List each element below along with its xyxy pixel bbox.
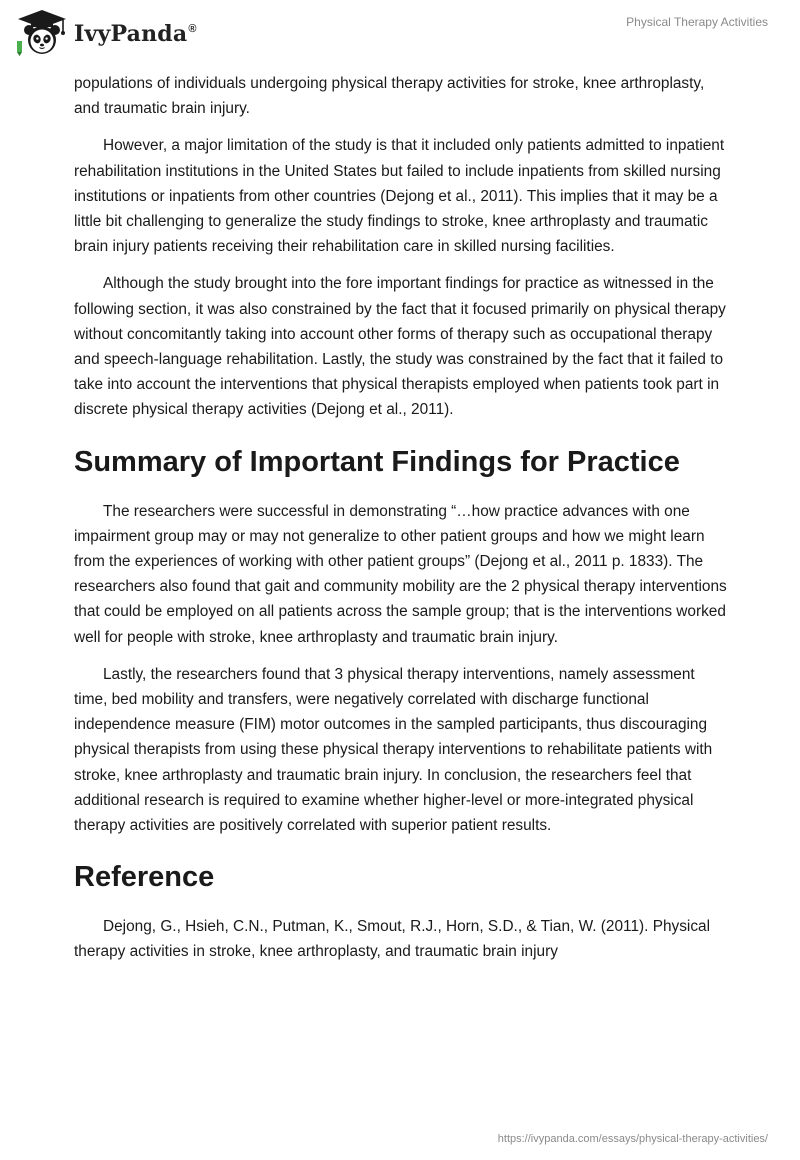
- section-heading-reference: Reference: [74, 861, 215, 894]
- essay-content: [74, 71, 728, 977]
- paragraph-continued: populations of individuals undergoing physical therapy activities for stroke, knee arthroplasty, and traumatic brain injury.: [74, 75, 705, 118]
- paragraph-limitation: However, a major limitation of the study is that it included only patients admitted to inpatient rehabilitation institutions in the United States but failed to include inpatients from skilled nursing institutions or inpatients from other countries (Dejong et al., 2011). This implies that it may be a little bit challenging to generalize the study findings to stroke, knee arthroplasty and traumatic brain injury patients receiving their rehabilitation care in skilled nursing facilities.: [74, 137, 725, 256]
- paragraph-findings: The researchers were successful in demonstrating “…how practice advances with one impairment group may or may not generalize to other patient groups and how we might learn from the experiences of working with other patient groups” (Dejong et al., 2011 p. 1833). The researchers also found that gait and community mobility are the 2 physical therapy interventions that could be employed on all patients across the sample group; that is the interventions worked well for people with stroke, knee arthroplasty and traumatic brain injury.: [74, 502, 727, 646]
- registered-mark: ®: [188, 23, 197, 35]
- source-url[interactable]: https://ivypanda.com/essays/physical-therapy-activities/: [497, 1133, 768, 1145]
- paragraph-conclusion: Lastly, the researchers found that 3 physical therapy interventions, namely assessment time, bed mobility and transfers, were negatively correlated with discharge functional independence measure (FIM) motor outcomes in the sampled participants, thus discouraging physical therapists from using these physical therapy interventions to rehabilitate patients with stroke, knee arthroplasty and traumatic brain injury. In conclusion, the researchers feel that additional research is required to examine whether higher-level or more-integrated physical therapy activities are positively correlated with superior patient results.: [74, 665, 713, 835]
- paragraph-constraints: Although the study brought into the fore important findings for practice as witnessed in the following section, it was also constrained by the fact that it focused primarily on physical therapy without concomitantly taking into account other forms of therapy such as occupational therapy and speech-language rehabilitation. Lastly, the study was constrained by the fact that it failed to take into account the interventions that physical therapists employed when patients took part in discrete physical therapy activities (Dejong et al., 2011).: [74, 275, 726, 419]
- section-heading-summary: Summary of Important Findings for Practice: [74, 445, 680, 478]
- page-header: [0, 0, 800, 66]
- document-title: Physical Therapy Activities: [626, 15, 768, 29]
- brand-logo[interactable]: [14, 8, 197, 58]
- brand-name-text: IvyPanda: [74, 21, 188, 47]
- reference-entry: Dejong, G., Hsieh, C.N., Putman, K., Smout, R.J., Horn, S.D., & Tian, W. (2011). Physical therapy activities in stroke, knee arthroplasty, and traumatic brain injury: [74, 918, 711, 961]
- brand-name: [74, 21, 197, 47]
- panda-graduate-logo-icon: [14, 8, 70, 58]
